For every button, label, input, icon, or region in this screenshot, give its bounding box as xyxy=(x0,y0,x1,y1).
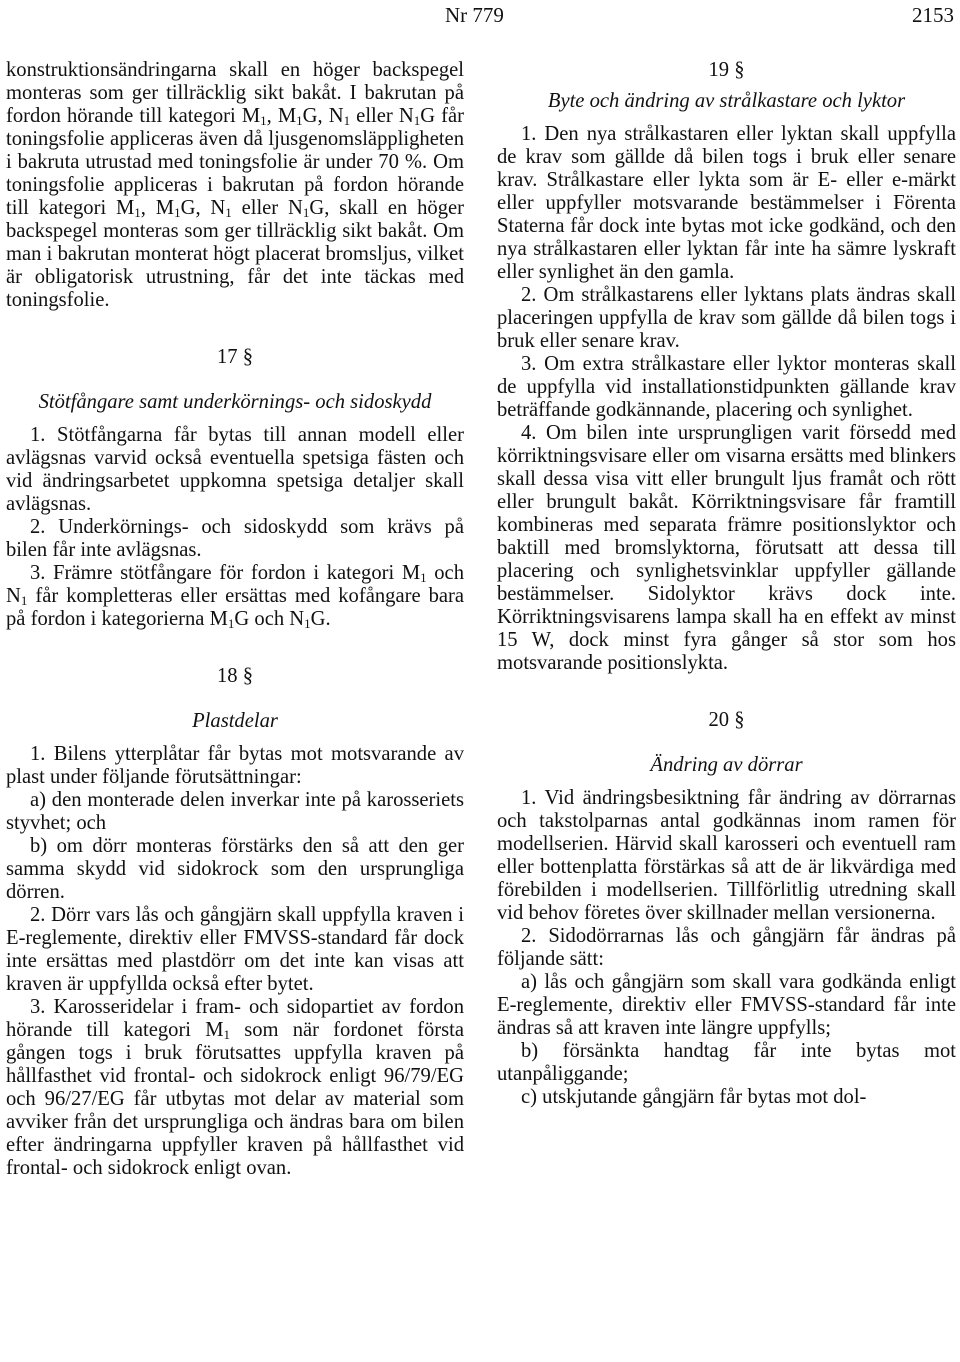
section-17-item-2: 2. Underkörnings- och sidoskydd som krävs på bilen får inte avlägsnas. xyxy=(6,516,464,561)
section-20-item-2b: b) försänkta handtag får inte bytas mot utanpåliggande; xyxy=(497,1040,956,1085)
section-20-item-2: 2. Sidodörrarnas lås och gångjärn får ändras på följande sätt: xyxy=(497,925,956,970)
left-column xyxy=(6,59,464,1180)
section-18-item-2: 2. Dörr vars lås och gångjärn skall uppfylla kraven i E-reglemente, direktiv eller FMVSS-standard får dock inte ersättas med plastdörr om det inte kan visas att kraven är uppfyllda också efter bytet. xyxy=(6,904,464,995)
section-17-item-3: 3. Främre stötfångare för fordon i kategori $M_1$ och $N_1$ får kompletteras eller ersättas med kofångare bara på fordon i kategorierna $M_1G$ och $N_1G$. xyxy=(6,562,464,631)
section-20-item-2c: c) utskjutande gångjärn får bytas mot dol- xyxy=(521,1086,867,1108)
right-column xyxy=(497,59,956,1109)
section-18-item-3: 3. Karosseridelar i fram- och sidopartiet av fordon hörande till kategori $M_1$ som när fordonet första gången togs i bruk förutsattes uppfylla kraven på hållfasthet vid frontal- och sidokrock enligt 96/79/EG och 96/27/EG får utbytas mot delar av material som avviker från det ursprungliga och ändras bara om bilen efter ändringarna uppfyller kraven på hållfasthet vid frontal- och sidokrock enligt ovan. xyxy=(6,996,464,1179)
section-19-item-4: 4. Om bilen inte ursprungligen varit försedd med körriktningsvisare eller om visarna ersätts med blinkers skall dessa visa vitt eller brungult ljus framåt och rött eller brungult bakåt. Körriktningsvisare får framtill kombineras med separata främre positionslyktor och baktill med bromslyktorna, förutsatt att dessa till placering och synlighetsvinklar uppfyller gällande bestämmelser. Sidolyktor krävs dock inte. Körriktningsvisarens lampa skall ha en effekt av minst 15 W, dock minst fyra gånger så stor som hos motsvarande positionslykta. xyxy=(497,422,956,674)
section-20-item-2a: a) lås och gångjärn som skall vara godkända enligt E-reglemente, direktiv eller FMVSS-standard får inte ändras så att kraven inte längre uppfylls; xyxy=(497,971,956,1039)
page-header xyxy=(0,2,960,28)
section-19-number: 19 § xyxy=(708,59,745,81)
section-19-item-1: 1. Den nya strålkastaren eller lyktan skall uppfylla de krav som gällde då bilen togs i bruk eller senare krav. Strålkastare eller lykta som är E- eller e-märkt eller uppfyller motsvarande bestämmelser i Förenta Staterna får dock inte bytas mot icke godkänd, och den nya strålkastaren eller lyktan får inte ha sämre lyskraft eller synlighet än den gamla. xyxy=(497,123,956,283)
section-18-number: 18 § xyxy=(216,665,254,687)
intro-paragraph: konstruktionsändringarna skall en höger backspegel monteras som ger tillräcklig sikt bakåt. I bakrutan på fordon hörande till kategori $M_1$, $M_1G$, $N_1$ eller $N_1G$ får toningsfolie appliceras även då ljusgenomsläppligheten i bakruta utrustad med toningsfolie är under 70 %. Om toningsfolie appliceras i bakrutan på fordon hörande till kategori $M_1$, $M_1G$, $N_1$ eller $N_1G$, skall en höger backspegel monteras som ger tillräcklig sikt bakåt. Om man i bakrutan monterat högt placerat bromsljus, vilket är obligatorisk utrustning, får det inte täckas med toningsfolie. xyxy=(6,59,465,311)
journal-number: Nr 779 xyxy=(445,3,504,27)
section-17-number: 17 § xyxy=(216,346,254,368)
section-19-item-3: 3. Om extra strålkastare eller lyktor monteras skall de uppfylla vid installationstidpunkten gällande krav beträffande godkännande, placering och synlighet. xyxy=(497,353,956,421)
section-19-title: Byte och ändring av strålkastare och lyktor xyxy=(547,90,906,112)
section-20-title: Ändring av dörrar xyxy=(650,754,803,776)
section-20-item-1: 1. Vid ändringsbesiktning får ändring av dörrarnas och takstolparnas antal godkännas inom ramen för modellserien. Härvid skall karosseri och eventuell ram eller bottenplatta förstärkas så att de är likvärdiga med förebilden i modellserien. Tillförlitlig utredning skall vid behov företes över skillnader mellan versionerna. xyxy=(497,787,956,924)
section-19-item-2: 2. Om strålkastarens eller lyktans plats ändras skall placeringen uppfylla de krav som gällde då bilen togs i bruk eller senare krav. xyxy=(497,284,956,352)
section-17-item-1: 1. Stötfångarna får bytas till annan modell eller avlägsnas varvid också eventuella spetsiga fästen och vid ändringsarbetet uppkomna spetsiga detaljer skall avlägsnas. xyxy=(6,424,464,515)
page-number: 2153 xyxy=(912,3,954,27)
section-18-item-1a: a) den monterade delen inverkar inte på karosseriets styvhet; och xyxy=(6,789,464,834)
section-18-item-1: 1. Bilens ytterplåtar får bytas mot motsvarande av plast under följande förutsättningar: xyxy=(6,743,464,788)
section-18-item-1b: b) om dörr monteras förstärks den så att den ger samma skydd vid sidokrock som den ursprungliga dörren. xyxy=(6,835,464,903)
section-17-title: Stötfångare samt underkörnings- och sidoskydd xyxy=(38,391,432,413)
section-18-title: Plastdelar xyxy=(192,710,278,732)
section-20-number: 20 § xyxy=(708,709,745,731)
